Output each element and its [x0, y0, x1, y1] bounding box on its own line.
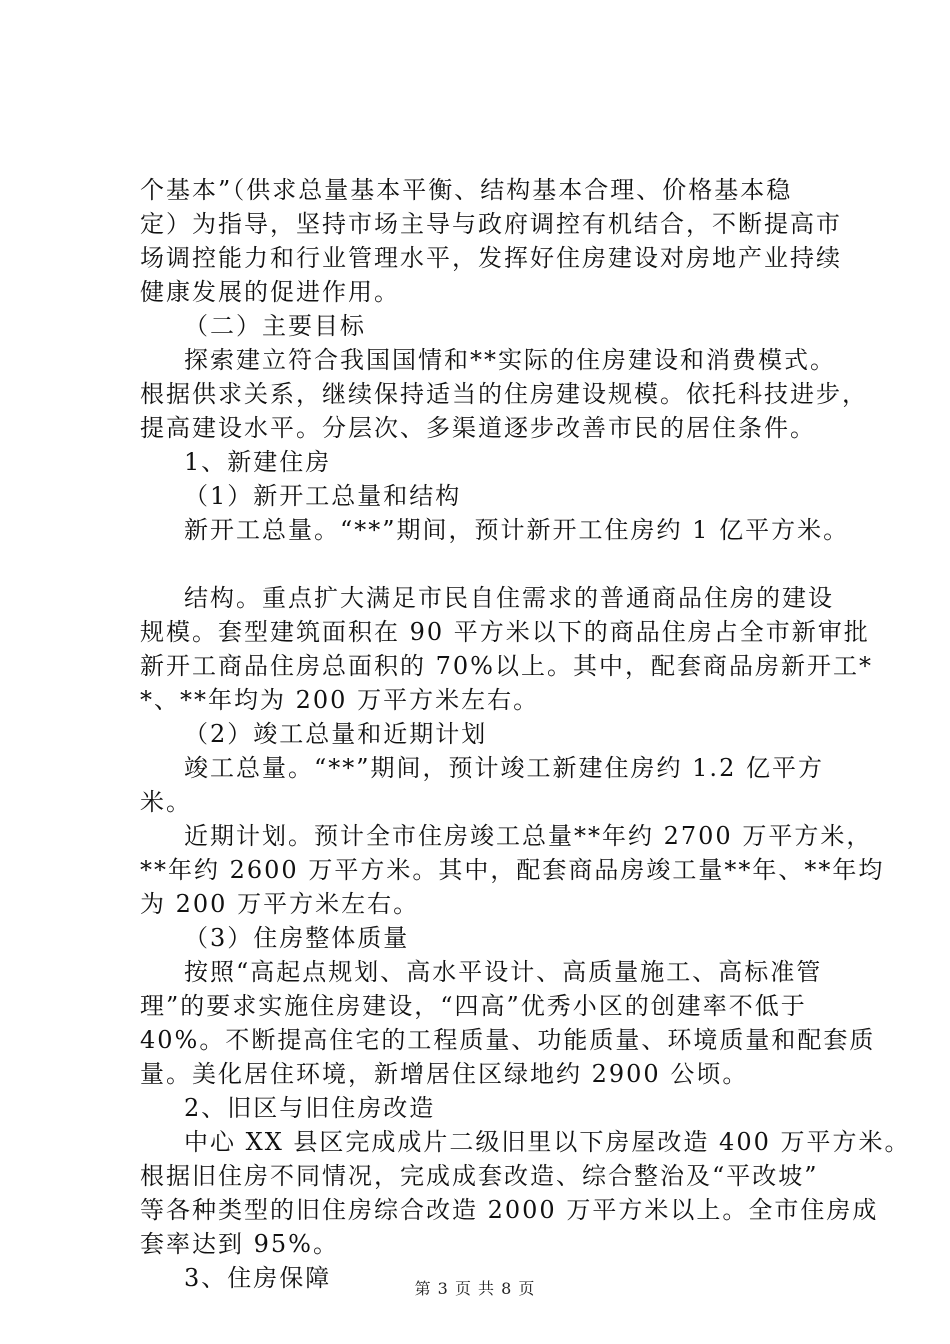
text-line: 为 200 万平方米左右。	[140, 890, 420, 918]
subsection-heading: （1）新开工总量和结构	[184, 482, 462, 510]
subsection-heading: 3、住房保障	[184, 1264, 332, 1292]
text-line: 定）为指导，坚持市场主导与政府调控有机结合，不断提高市	[140, 210, 842, 238]
subsection-heading: 2、旧区与旧住房改造	[184, 1094, 436, 1122]
text-line: 近期计划。预计全市住房竣工总量**年约 2700 万平方米，	[184, 822, 873, 850]
text-line: 根据供求关系，继续保持适当的住房建设规模。依托科技进步，	[140, 380, 868, 408]
subsection-heading: （3）住房整体质量	[184, 924, 410, 952]
text-line: 场调控能力和行业管理水平，发挥好住房建设对房地产业持续	[140, 244, 842, 272]
subsection-heading: 1、新建住房	[184, 448, 332, 476]
text-line: 中心 XX 县区完成成片二级旧里以下房屋改造 400 万平方米。	[184, 1128, 911, 1156]
text-line: 规模。套型建筑面积在 90 平方米以下的商品住房占全市新审批	[140, 618, 870, 646]
text-line: 米。	[140, 788, 192, 816]
text-line: 健康发展的促进作用。	[140, 278, 400, 306]
section-heading: （二）主要目标	[184, 312, 366, 340]
text-line: **年约 2600 万平方米。其中，配套商品房竣工量**年、**年均	[140, 856, 885, 884]
text-line: 竣工总量。“**”期间，预计竣工新建住房约 1.2 亿平方	[184, 754, 824, 782]
text-line: 提高建设水平。分层次、多渠道逐步改善市民的居住条件。	[140, 414, 816, 442]
text-line: 探索建立符合我国国情和**实际的住房建设和消费模式。	[184, 346, 836, 374]
text-line: *、**年均为 200 万平方米左右。	[140, 686, 540, 714]
text-line: 按照“高起点规划、高水平设计、高质量施工、高标准管	[184, 958, 823, 986]
document-body	[140, 173, 911, 1295]
text-line: 40%。不断提高住宅的工程质量、功能质量、环境质量和配套质	[140, 1026, 876, 1054]
page-footer: 第 3 页 共 8 页	[414, 1279, 536, 1298]
text-line: 新开工总量。“**”期间，预计新开工住房约 1 亿平方米。	[184, 516, 850, 544]
text-line: 套率达到 95%。	[140, 1230, 339, 1258]
subsection-heading: （2）竣工总量和近期计划	[184, 720, 488, 748]
text-line: 个基本”（供求总量基本平衡、结构基本合理、价格基本稳	[140, 176, 793, 204]
text-line: 理”的要求实施住房建设，“四高”优秀小区的创建率不低于	[140, 992, 807, 1020]
text-line: 新开工商品住房总面积的 70%以上。其中，配套商品房新开工*	[140, 652, 873, 680]
text-line: 等各种类型的旧住房综合改造 2000 万平方米以上。全市住房成	[140, 1196, 879, 1224]
text-line: 结构。重点扩大满足市民自住需求的普通商品住房的建设	[184, 584, 834, 612]
text-line: 根据旧住房不同情况，完成成套改造、综合整治及“平改坡”	[140, 1162, 819, 1190]
text-line: 量。美化居住环境，新增居住区绿地约 2900 公顷。	[140, 1060, 749, 1088]
paragraph-gap	[140, 547, 850, 581]
